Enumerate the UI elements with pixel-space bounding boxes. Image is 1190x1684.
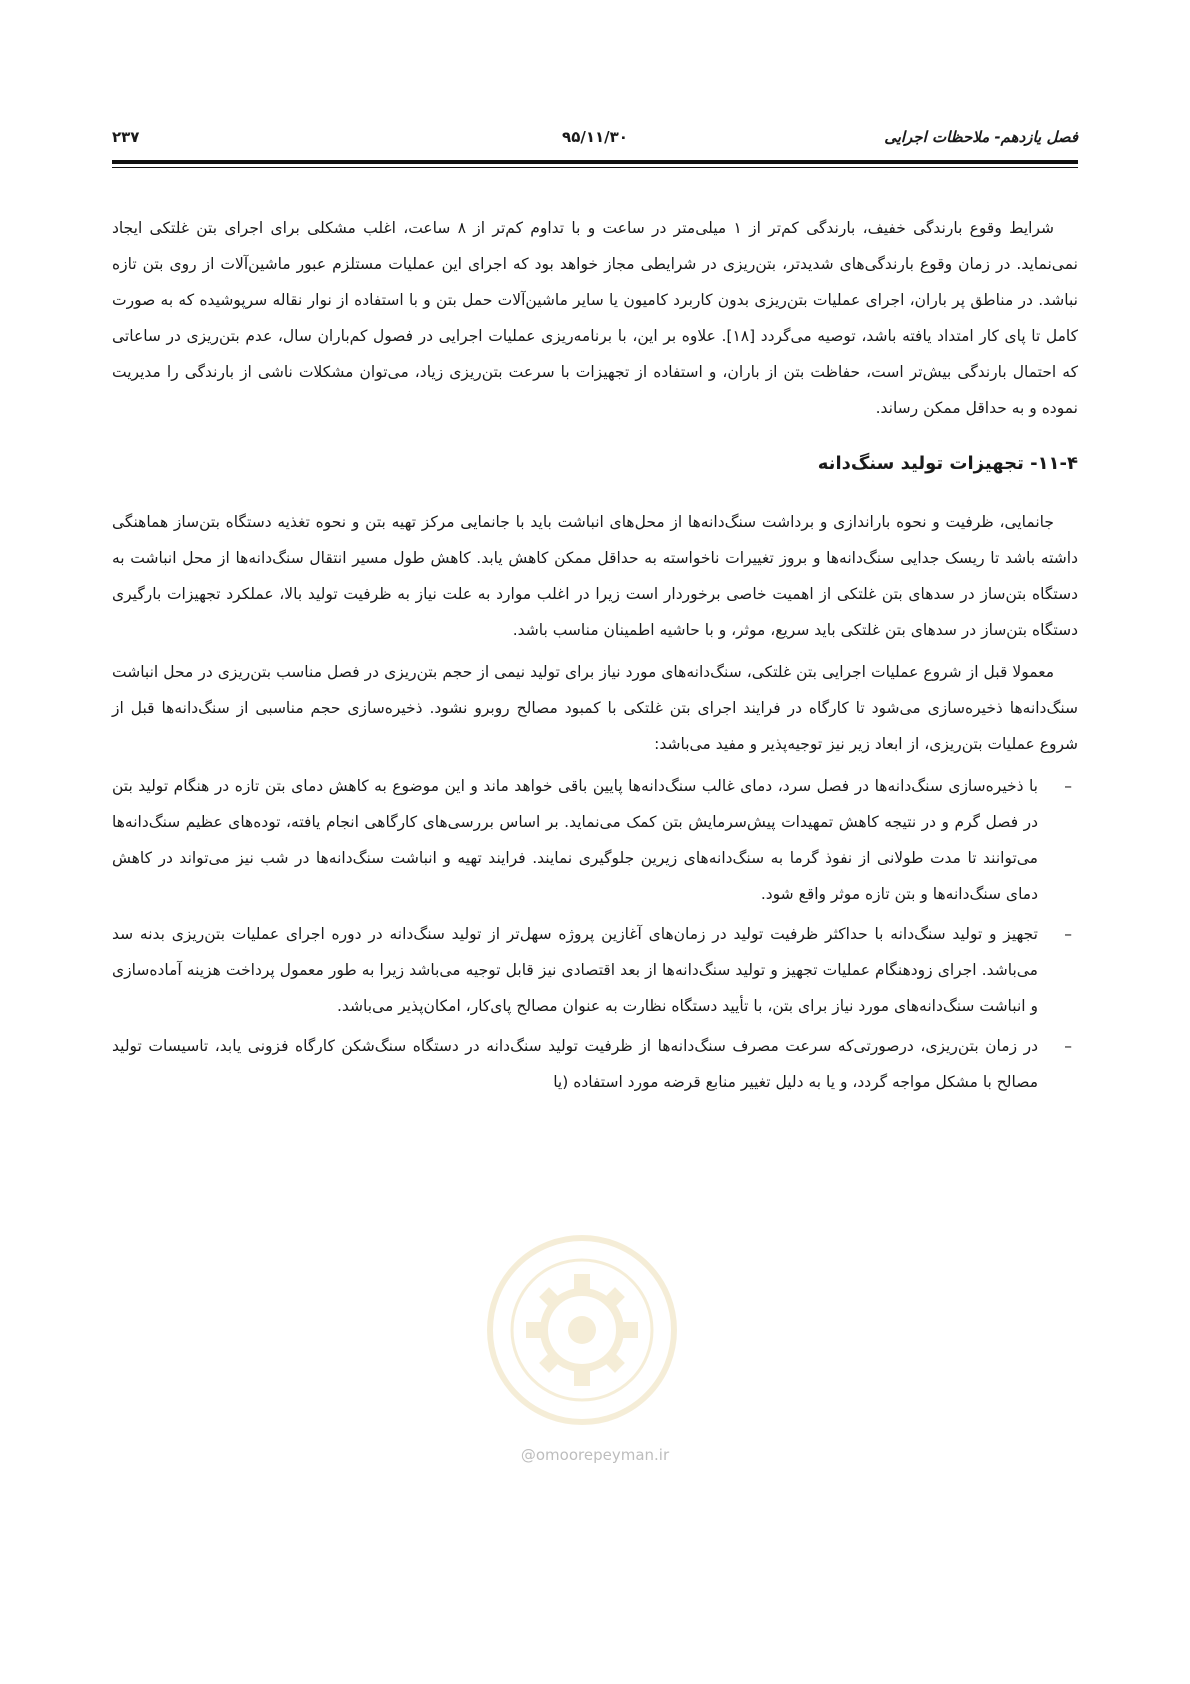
chapter-title: فصل یازدهم- ملاحظات اجرایی [884,128,1078,146]
list-item [112,916,1078,1024]
paragraph-siting: جانمایی، ظرفیت و نحوه باراندازی و برداشت سنگ‌دانه‌ها از محل‌های انباشت باید با جانمایی مرکز تهیه بتن و نحوه تغذیه دستگاه بتن‌ساز هماهنگی داشته باشد تا ریسک جدایی سنگ‌دانه‌ها و بروز تغییرات ناخواسته به حداقل ممکن کاهش یابد. کاهش طول مسیر انتقال سنگ‌دانه‌ها از محل انباشت به دستگاه بتن‌ساز در سدهای بتن غلتکی از اهمیت خاصی برخوردار است زیرا در اغلب موارد به علت نیاز به ظرفیت تولید بالا، عملکرد تجهیزات بارگیری دستگاه بتن‌ساز در سدهای بتن غلتکی باید سریع، موثر، و با حاشیه اطمینان مناسب باشد. [112,513,1078,639]
page-header [112,128,1078,154]
paragraph-rain: شرایط وقوع بارندگی خفیف، بارندگی کم‌تر از ۱ میلی‌متر در ساعت و با تداوم کم‌تر از ۸ ساعت، اغلب مشکلی برای اجرای بتن غلتکی ایجاد نمی‌نماید. در زمان وقوع بارندگی‌های شدیدتر، بتن‌ریزی در شرایطی مجاز خواهد بود که اجرای این عملیات مستلزم عبور ماشین‌آلات از روی بتن تازه نباشد. در مناطق پر باران، اجرای عملیات بتن‌ریزی بدون کاربرد کامیون یا سایر ماشین‌آلات حمل بتن و با استفاده از نوار نقاله سرپوشیده که به صورت کامل تا پای کار امتداد یافته باشد، توصیه می‌گردد [۱۸]. علاوه بر این، با برنامه‌ریزی عملیات اجرایی در فصول کم‌باران سال، عدم بتن‌ریزی در ساعاتی که احتمال بارندگی بیش‌تر است، حفاظت بتن از باران، و استفاده از تجهیزات با سرعت بتن‌ریزی زیاد، می‌توان مشکلات ناشی از بارندگی را مدیریت نموده و به حداقل ممکن رساند. [112,219,1078,417]
body-content [112,210,1078,1104]
dash-bullet: – [1064,1037,1072,1055]
section-heading: ۱۱-۴- تجهیزات تولید سنگ‌دانه [817,453,1078,474]
list-item-text: تجهیز و تولید سنگ‌دانه با حداکثر ظرفیت تولید در زمان‌های آغازین پروژه سهل‌تر از تولید سنگ‌دانه در دوره اجرای عملیات بتن‌ریزی بدنه سد می‌باشد. اجرای زودهنگام عملیات تجهیز و تولید سنگ‌دانه‌ها از بعد اقتصادی نیز قابل توجیه می‌باشد زیرا به طور معمول پرداخت هزینه آماده‌سازی و انباشت سنگ‌دانه‌های مورد نیاز برای بتن، با تأیید دستگاه نظارت به عنوان مصالح پای‌کار، امکان‌پذیر می‌باشد. [112,925,1038,1015]
gear-seal-icon [482,1230,682,1430]
list-item-text: در زمان بتن‌ریزی، درصورتی‌که سرعت مصرف سنگ‌دانه‌ها از ظرفیت تولید سنگ‌دانه در دستگاه سنگ‌شکن کارگاه فزونی یابد، تاسیسات تولید مصالح با مشکل مواجه گردد، و یا به دلیل تغییر منابع قرضه مورد استفاده (یا [112,1037,1038,1091]
dash-bullet: – [1064,925,1072,943]
header-date: ۹۵/۱۱/۳۰ [562,128,628,146]
header-rule-thin [112,167,1078,168]
paragraph-storage: معمولا قبل از شروع عملیات اجرایی بتن غلتکی، سنگ‌دانه‌های مورد نیاز برای تولید نیمی از حجم بتن‌ریزی در فصل مناسب بتن‌ریزی در محل انباشت سنگ‌دانه‌ها ذخیره‌سازی می‌شود تا کارگاه در فرایند اجرای بتن غلتکی با کمبود مصالح روبرو نشود. ذخیره‌سازی حجم مناسبی از سنگ‌دانه‌ها قبل از شروع عملیات بتن‌ریزی، از ابعاد زیر نیز توجیه‌پذیر و مفید می‌باشد: [112,663,1078,753]
page-number: ۲۳۷ [112,128,140,146]
document-page [112,0,1078,1684]
list-item [112,768,1078,912]
list-item-text: با ذخیره‌سازی سنگ‌دانه‌ها در فصل سرد، دمای غالب سنگ‌دانه‌ها پایین باقی خواهد ماند و این موضوع به کاهش دمای بتن تازه در هنگام تولید بتن در فصل گرم و در نتیجه کاهش تمهیدات پیش‌سرمایش بتن کمک می‌نماید. بر اساس بررسی‌های کارگاهی انجام یافته، توده‌های عظیم سنگ‌دانه‌ها می‌توانند تا مدت طولانی از نفوذ گرما به سنگ‌دانه‌های زیرین جلوگیری نمایند. فرایند تهیه و انباشت سنگ‌دانه‌ها در شب نیز می‌تواند در کاهش دمای سنگ‌دانه‌ها و بتن تازه موثر واقع شود. [112,777,1038,903]
dash-bullet: – [1064,777,1072,795]
header-rule-thick [112,160,1078,164]
list-item [112,1028,1078,1100]
watermark-text: @omoorepeyman.ir [520,1446,670,1464]
bullet-list [112,768,1078,1100]
